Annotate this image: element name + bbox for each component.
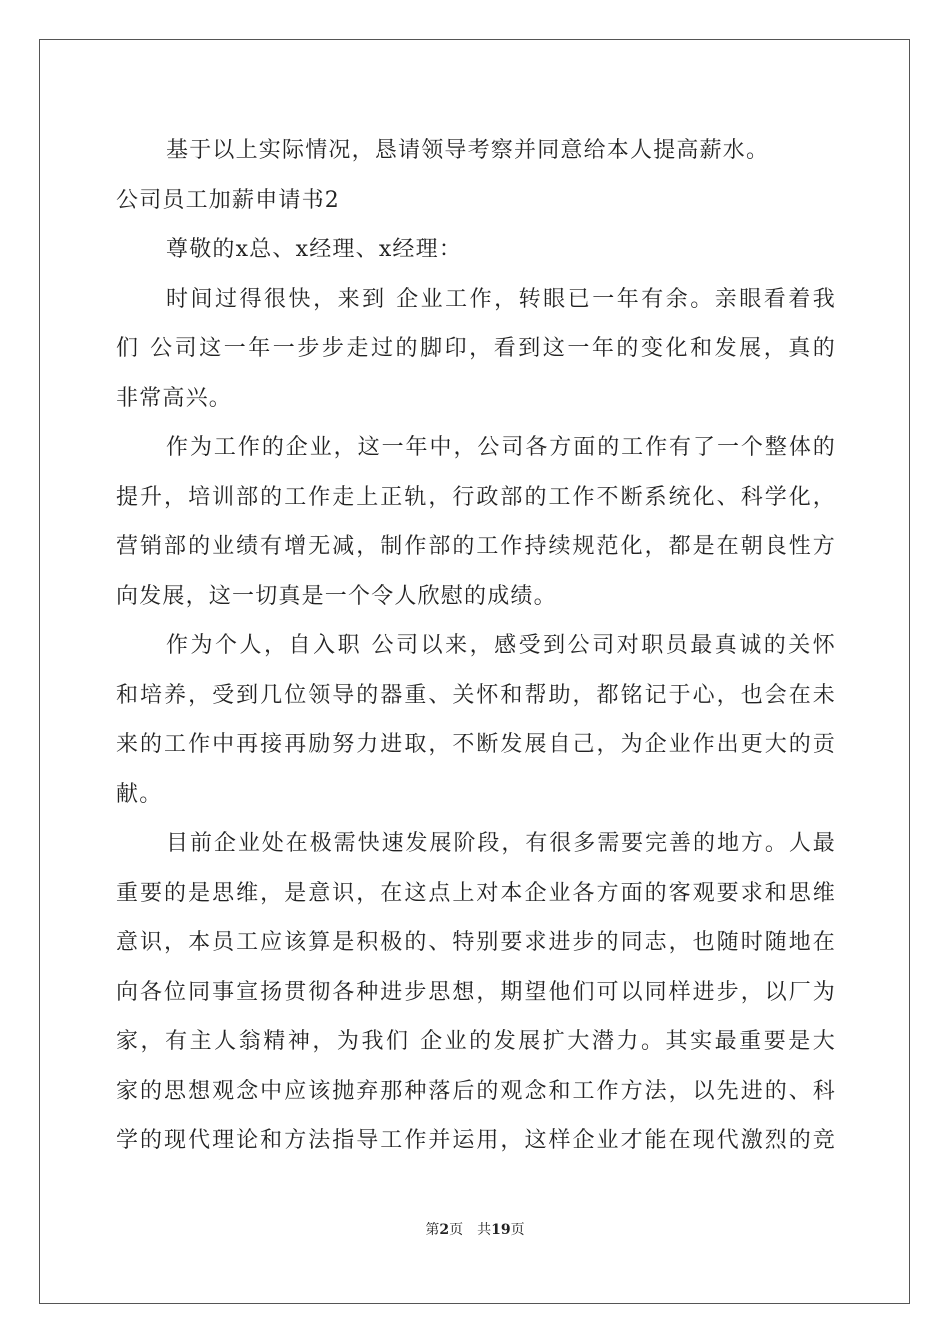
text-line: 营销部的业绩有增无减，制作部的工作持续规范化，都是在朝良性方 <box>116 534 836 559</box>
text-line: 非常高兴。 <box>116 385 233 411</box>
text-line: 向发展，这一切真是一个令人欣慰的成绩。 <box>116 583 557 609</box>
text-line: 们 公司这一年一步步走过的脚印，看到这一年的变化和发展，真的 <box>116 336 836 361</box>
text-line: 来的工作中再接再励努力进取，不断发展自己，为企业作出更大的贡 <box>116 732 836 757</box>
page-prefix: 第 <box>425 1222 440 1238</box>
section-title: 公司员工加薪申请书2 <box>116 187 340 213</box>
text-line: 作为工作的企业，这一年中，公司各方面的工作有了一个整体的 <box>166 435 836 460</box>
page-number: 2 <box>439 1222 450 1238</box>
text-line: 重要的是思维，是意识，在这点上对本企业各方面的客观要求和思维 <box>116 880 836 906</box>
text-line: 家，有主人翁精神，为我们 企业的发展扩大潜力。其实最重要是大 <box>116 1029 836 1054</box>
text-line: 提升，培训部的工作走上正轨，行政部的工作不断系统化、科学化， <box>116 484 836 510</box>
text-line: 目前企业处在极需快速发展阶段，有很多需要完善的地方。人最 <box>166 831 836 856</box>
total-prefix: 共 <box>477 1222 492 1238</box>
text-line: 家的思想观念中应该抛弃那种落后的观念和工作方法，以先进的、科 <box>116 1078 836 1104</box>
page-footer <box>0 1219 950 1239</box>
salutation: 尊敬的x总、x经理、x经理： <box>166 237 463 262</box>
page-suffix: 页 <box>449 1222 464 1238</box>
text-line: 献。 <box>116 781 163 807</box>
text-line: 学的现代理论和方法指导工作并运用，这样企业才能在现代激烈的竞 <box>116 1128 836 1153</box>
text-line: 意识，本员工应该算是积极的、特别要求进步的同志，也随时随地在 <box>116 930 836 955</box>
text-line: 基于以上实际情况，恳请领导考察并同意给本人提高薪水。 <box>166 138 770 163</box>
total-suffix: 页 <box>510 1222 525 1238</box>
total-pages: 19 <box>491 1222 511 1238</box>
text-line: 和培养，受到几位领导的器重、关怀和帮助，都铭记于心，也会在未 <box>116 682 836 708</box>
text-line: 向各位同事宣扬贯彻各种进步思想，期望他们可以同样进步，以厂为 <box>116 979 836 1005</box>
text-line: 作为个人，自入职 公司以来，感受到公司对职员最真诚的关怀 <box>166 633 836 658</box>
document-body <box>116 126 836 1166</box>
text-line: 时间过得很快，来到 企业工作，转眼已一年有余。亲眼看着我 <box>166 286 836 312</box>
